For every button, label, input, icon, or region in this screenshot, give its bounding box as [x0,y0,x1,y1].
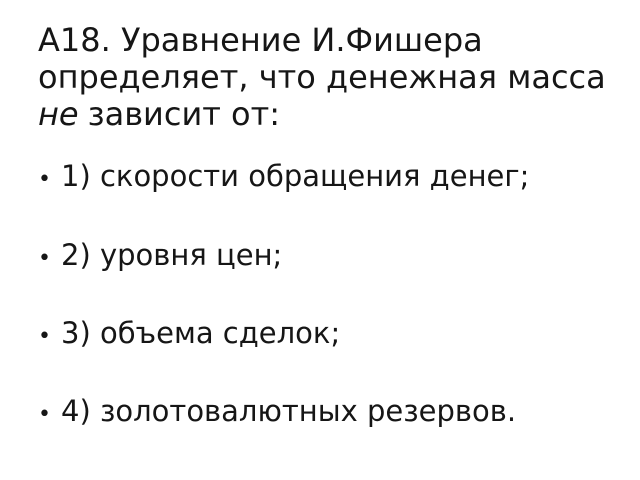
title-line-1: А18. Уравнение И.Фишера [38,21,483,59]
list-item [38,158,529,198]
answer-option-3: 3) объема сделок; [61,316,341,350]
answer-option-1: 1) скорости обращения денег; [61,159,530,193]
answer-option-2: 2) уровня цен; [61,238,283,272]
list-item [38,237,282,277]
list-item [38,315,340,355]
title-line-3 [38,96,606,133]
bullet-icon: • [38,246,51,271]
bullet-icon: • [38,167,51,192]
list-item [38,393,516,433]
title-line-3-rest: зависит от: [87,95,281,133]
bullet-icon: • [38,402,51,427]
title-line-2: определяет, что денежная масса [38,58,606,96]
bullet-icon: • [38,324,51,349]
slide-title [38,22,606,133]
answer-option-4: 4) золотовалютных резервов. [61,394,517,428]
title-emphasis-word: не [38,95,79,133]
